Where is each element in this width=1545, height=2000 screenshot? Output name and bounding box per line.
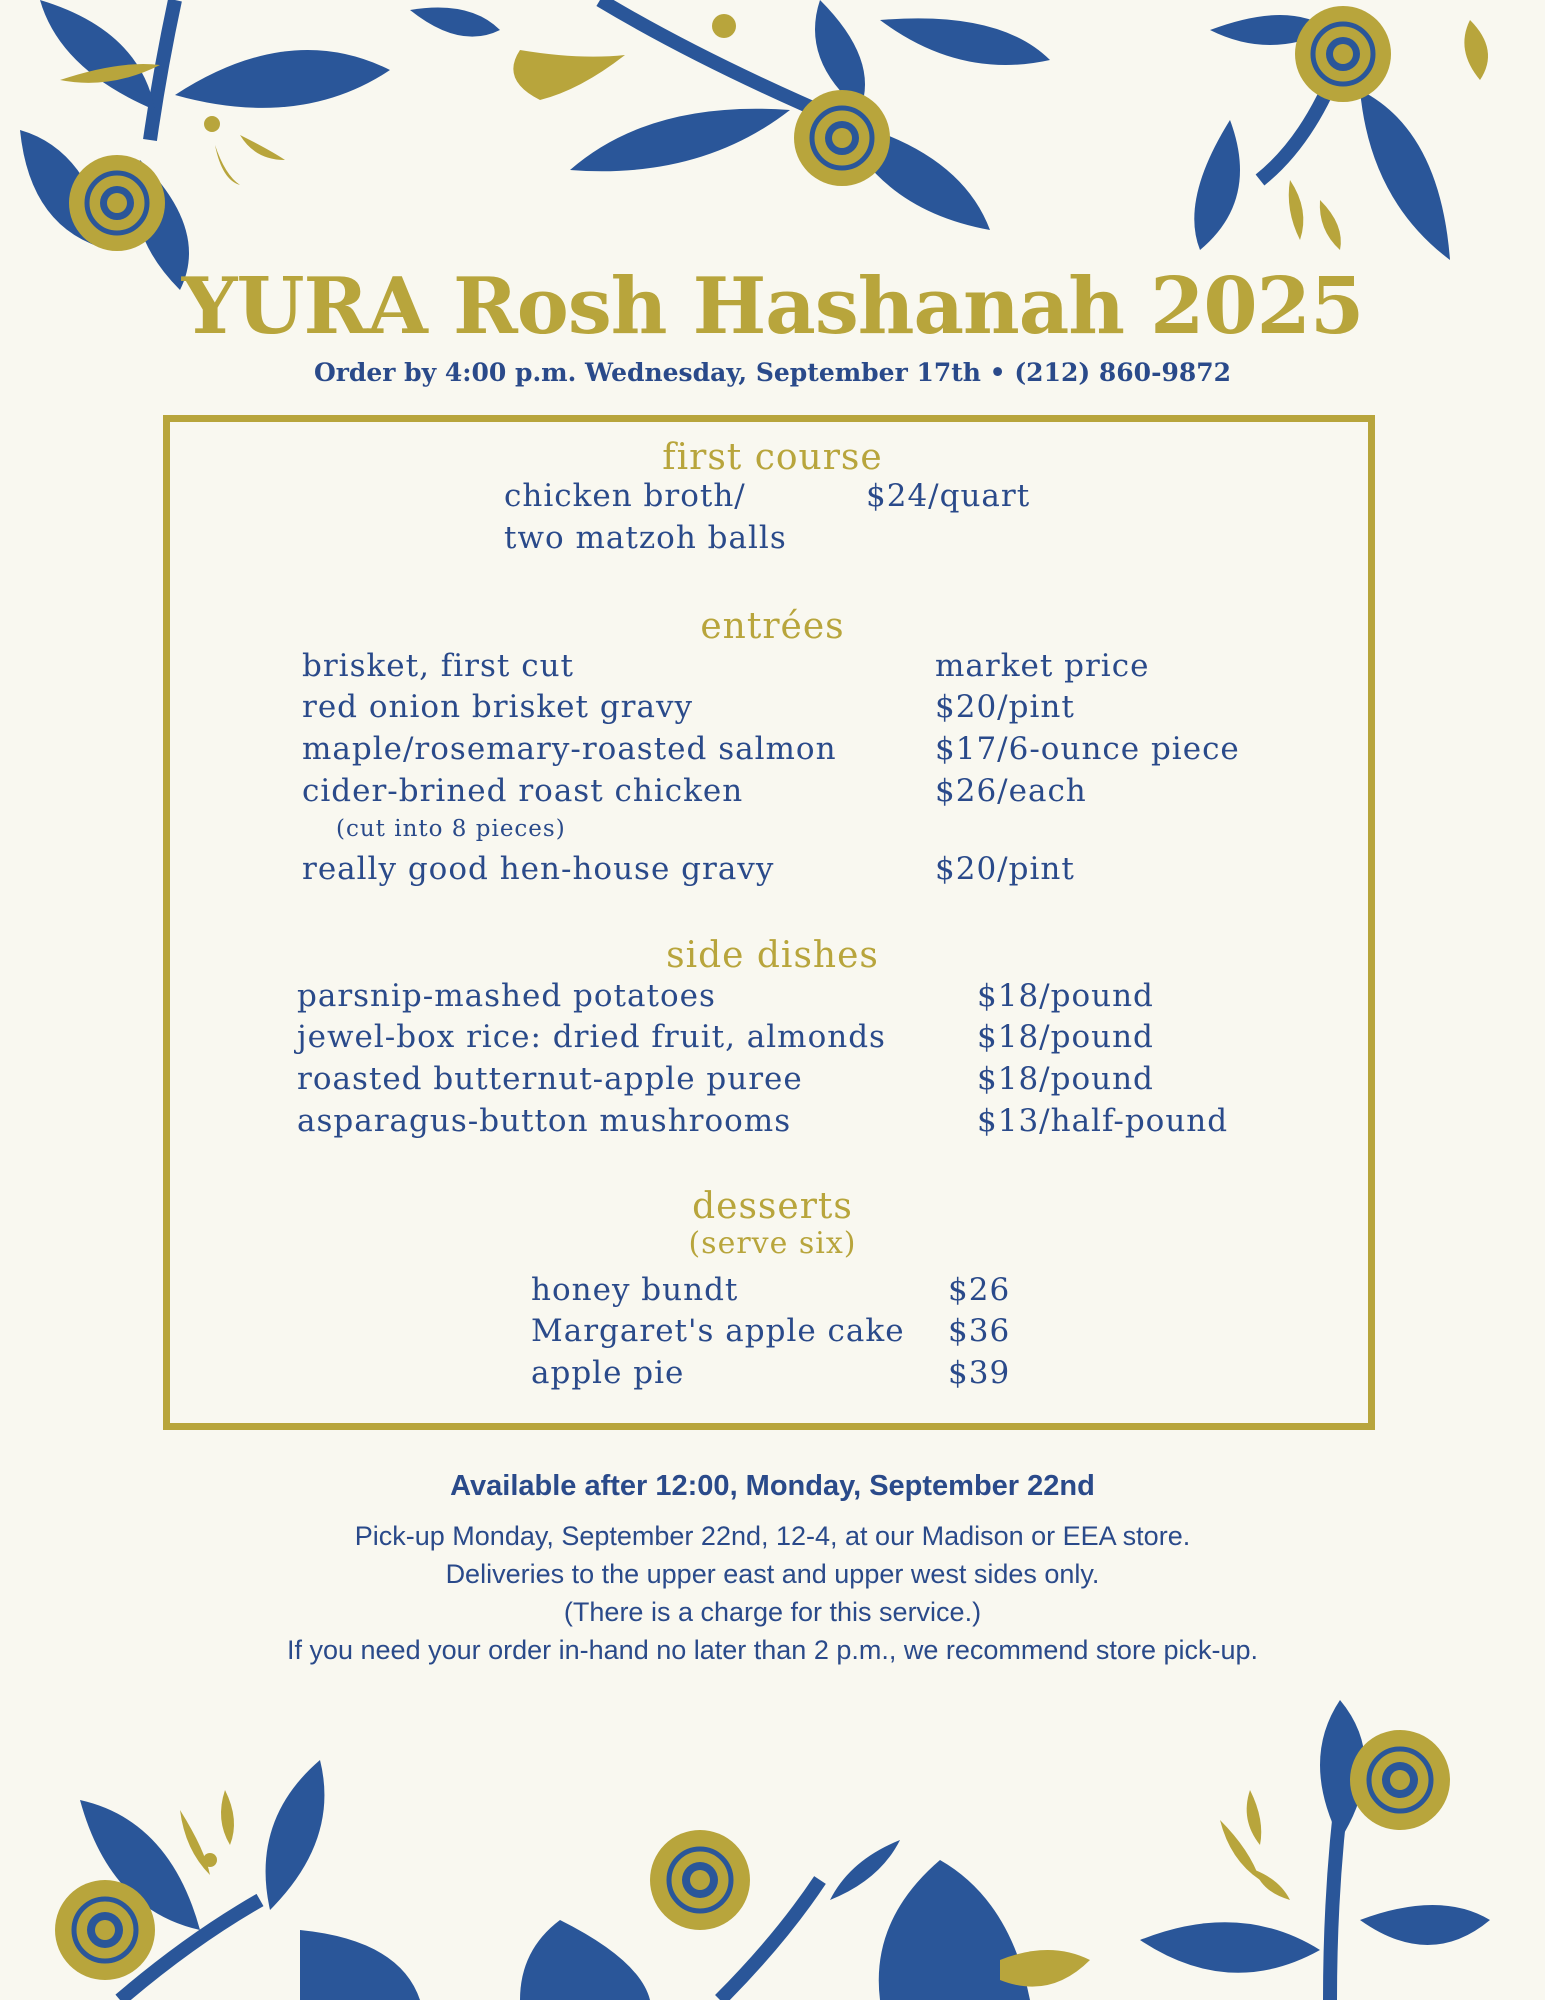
section-heading-first-course: first course xyxy=(662,437,883,478)
menu-item-name: chicken broth/ xyxy=(504,478,746,514)
order-deadline-subtitle: Order by 4:00 p.m. Wednesday, September 17th • (212) 860-9872 xyxy=(313,358,1232,387)
menu-item-name: roasted butternut-apple puree xyxy=(297,1061,803,1097)
menu-item-name: parsnip-mashed potatoes xyxy=(297,978,716,1014)
menu-item-price: $26 xyxy=(948,1272,1011,1308)
floral-top-center xyxy=(410,0,1050,230)
menu-item-name: really good hen-house gravy xyxy=(302,851,775,887)
menu-item-price: $18/pound xyxy=(977,978,1154,1014)
menu-item-name: cider-brined roast chicken xyxy=(302,773,744,809)
floral-top-right xyxy=(1194,6,1488,260)
floral-bottom-decoration xyxy=(0,1700,1545,2000)
section-heading-side-dishes: side dishes xyxy=(666,935,879,976)
menu-item-name: Margaret's apple cake xyxy=(531,1313,905,1349)
menu-item-name: brisket, first cut xyxy=(302,648,574,684)
floral-top-decoration xyxy=(0,0,1545,300)
menu-item-name: two matzoh balls xyxy=(504,520,787,556)
availability-heading: Available after 12:00, Monday, September 22nd xyxy=(450,1470,1095,1502)
floral-bottom-right xyxy=(1140,1700,1490,2000)
info-line: Deliveries to the upper east and upper west sides only. xyxy=(445,1559,1100,1589)
floral-bottom-center xyxy=(520,1830,1090,2000)
menu-item-price: $20/pint xyxy=(935,851,1075,887)
menu-item-price: $13/half-pound xyxy=(977,1103,1229,1139)
menu-item-price: $39 xyxy=(948,1355,1011,1391)
floral-top-left xyxy=(20,0,390,290)
menu-item-name: maple/rosemary-roasted salmon xyxy=(302,731,837,767)
menu-item-price: $18/pound xyxy=(977,1019,1154,1055)
menu-frame xyxy=(163,415,1375,1430)
section-heading-entrees: entrées xyxy=(700,606,845,647)
menu-item-name: jewel-box rice: dried fruit, almonds xyxy=(297,1019,886,1055)
menu-item-price: $18/pound xyxy=(977,1061,1154,1097)
menu-item-price: $24/quart xyxy=(866,478,1031,514)
section-heading-desserts: desserts xyxy=(692,1186,853,1227)
menu-item-price: $26/each xyxy=(935,773,1087,809)
section-subheading-serve-six: (serve six) xyxy=(688,1226,857,1261)
menu-item-name: honey bundt xyxy=(531,1272,739,1308)
menu-item-name: red onion brisket gravy xyxy=(302,689,693,725)
menu-item-price: market price xyxy=(935,648,1150,684)
menu-item-price: $36 xyxy=(948,1313,1011,1349)
info-line: Pick-up Monday, September 22nd, 12-4, at our Madison or EEA store. xyxy=(354,1521,1191,1551)
menu-item-price: $17/6-ounce piece xyxy=(935,731,1240,767)
info-line: (There is a charge for this service.) xyxy=(563,1597,982,1627)
menu-item-price: $20/pint xyxy=(935,689,1075,725)
info-line: If you need your order in-hand no later than 2 p.m., we recommend store pick-up. xyxy=(286,1635,1258,1665)
menu-item-name: apple pie xyxy=(531,1355,685,1391)
floral-bottom-left xyxy=(55,1760,420,2000)
menu-item-note: (cut into 8 pieces) xyxy=(336,816,566,842)
menu-item-name: asparagus-button mushrooms xyxy=(297,1103,792,1139)
page-title: YURA Rosh Hashanah 2025 xyxy=(181,261,1364,352)
